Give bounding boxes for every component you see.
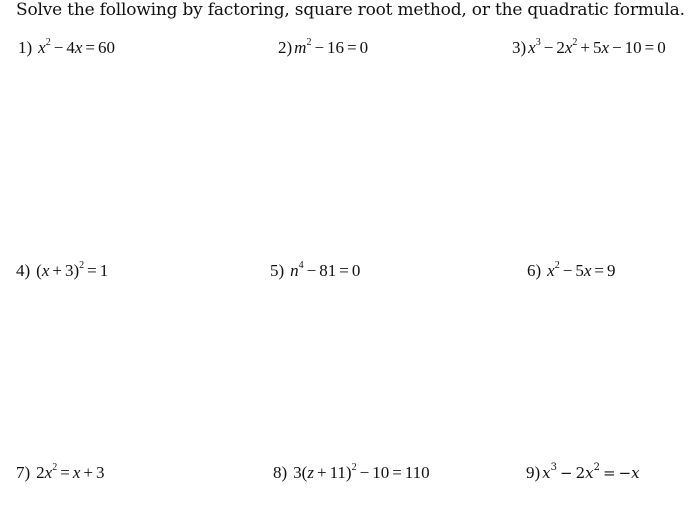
problem-equation: $x^2 - 5x = 9$ <box>547 260 616 280</box>
problem-6 <box>527 261 615 281</box>
problem-9 <box>526 463 640 483</box>
problem-number: 1) <box>18 38 33 57</box>
problem-5 <box>270 261 360 281</box>
problem-4 <box>16 261 108 281</box>
problem-equation: $(x + 3)^2 = 1$ <box>36 260 109 280</box>
problem-7 <box>16 463 104 483</box>
problem-equation: $x^3 - 2x^2 = -x$ <box>542 462 640 482</box>
problem-equation: $x^3 - 2x^2 + 5x - 10 = 0$ <box>528 37 666 57</box>
problem-equation: $x^2 - 4x = 60$ <box>38 37 115 57</box>
problem-number: 6) <box>527 261 542 280</box>
problem-number: 2) <box>278 38 293 57</box>
problem-equation: $n^4 - 81 = 0$ <box>290 260 361 280</box>
problem-number: 4) <box>16 261 31 280</box>
problem-3 <box>512 38 666 58</box>
problem-8 <box>273 463 430 483</box>
problem-2 <box>278 38 368 58</box>
instructions: Solve the following by factoring, square root method, or the quadratic formula. <box>16 0 685 20</box>
problem-equation: $3(z + 11)^2 - 10 = 110$ <box>293 462 430 482</box>
problem-equation: $m^2 - 16 = 0$ <box>294 37 369 57</box>
problem-number: 3) <box>512 38 527 57</box>
problem-1 <box>18 38 115 58</box>
problem-number: 9) <box>526 463 541 482</box>
problem-equation: $2x^2 = x + 3$ <box>36 462 105 482</box>
problem-number: 8) <box>273 463 288 482</box>
problem-number: 5) <box>270 261 285 280</box>
problem-number: 7) <box>16 463 31 482</box>
